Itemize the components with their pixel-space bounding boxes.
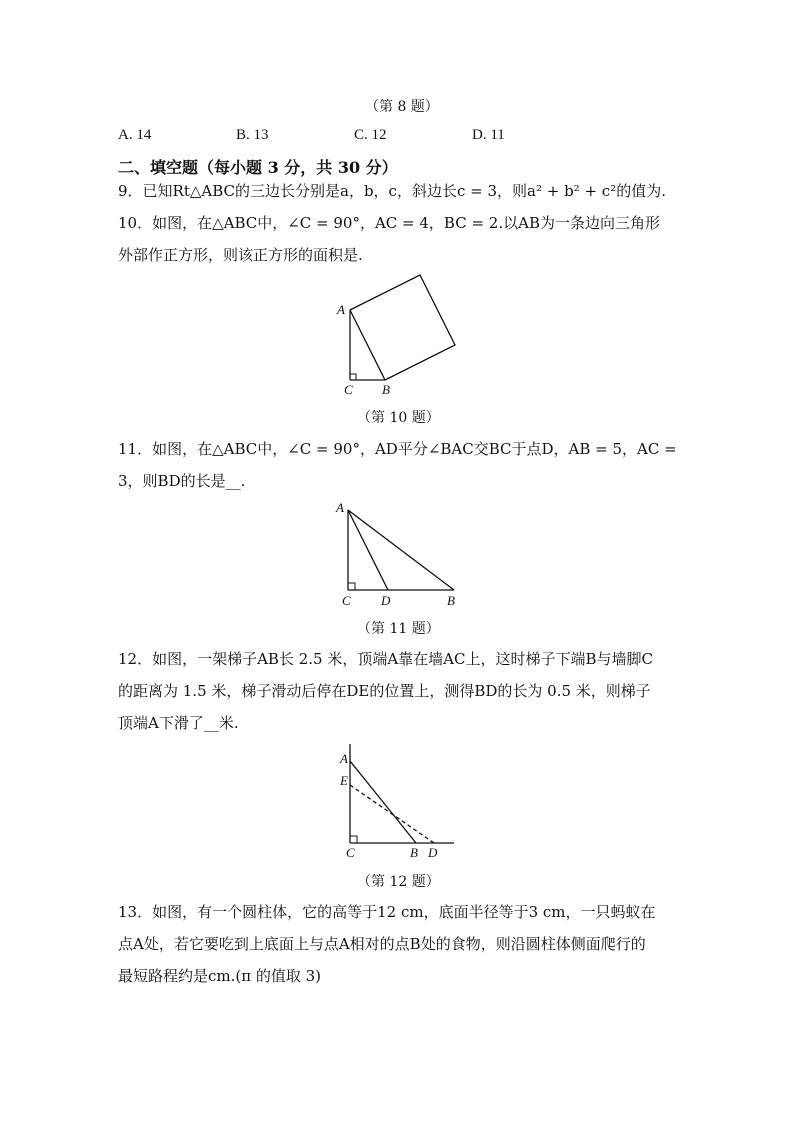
q10-label-a: A — [337, 302, 345, 317]
q12-line-1: 12．如图，一架梯子AB长 2.5 米，顶端A靠在墙AC上，这时梯子下端B与墙脚C — [118, 650, 653, 668]
q11-label-a: A — [336, 500, 344, 515]
q13-line-1: 13．如图，有一个圆柱体，它的高等于12 cm，底面半径等于3 cm，一只蚂蚁在 — [118, 903, 656, 921]
q11-line-1: 11．如图，在△ABC中，∠C = 90°，AD平分∠BAC交BC于点D，AB = 5，AC = — [118, 440, 677, 458]
q11-bisector-ad — [348, 510, 388, 590]
q10-line-2: 外部作正方形，则该正方形的面积是. — [118, 246, 363, 264]
q12-ladder-ab — [350, 761, 416, 843]
q11-right-angle-mark — [348, 583, 355, 590]
q12-line-2: 的距离为 1.5 米，梯子滑动后停在DE的位置上，测得BD的长为 0.5 米，则梯子 — [118, 682, 651, 700]
q9-text: 9．已知Rt△ABC的三边长分别是a，b，c，斜边长c = 3，则a² + b² + c²的值为. — [118, 182, 666, 200]
q8-option-a: A. 14 — [118, 127, 152, 143]
q10-label-b: B — [382, 382, 390, 397]
q11-label-c: C — [342, 593, 351, 608]
q12-label-a: A — [340, 751, 348, 766]
q10-caption: （第 10 题） — [357, 410, 440, 426]
q12-line-3: 顶端A下滑了__米. — [118, 714, 239, 732]
q12-right-angle-mark — [350, 836, 357, 843]
q10-side-ab — [350, 310, 385, 380]
section-heading: 二、填空题（每小题 3 分，共 30 分） — [118, 158, 398, 177]
q12-label-e: E — [340, 773, 348, 788]
q12-ladder-de — [350, 785, 434, 843]
q10-line-1: 10．如图，在△ABC中，∠C = 90°，AC = 4，BC = 2.以AB为一条边向三角形 — [118, 214, 660, 232]
q10-figure — [330, 290, 470, 400]
q11-label-b: B — [447, 593, 455, 608]
q12-caption: （第 12 题） — [357, 874, 440, 890]
q12-figure — [330, 740, 470, 862]
q13-line-2: 点A处，若它要吃到上底面上与点A相对的点B处的食物，则沿圆柱体侧面爬行的 — [118, 935, 646, 953]
q8-option-d: D. 11 — [472, 127, 505, 143]
q10-label-c: C — [344, 382, 353, 397]
q8-option-b: B. 13 — [236, 127, 269, 143]
q11-label-d: D — [381, 593, 391, 608]
q10-square — [350, 275, 455, 380]
q12-label-b: B — [410, 845, 418, 860]
q11-figure — [330, 496, 470, 611]
q11-line-2: 3，则BD的长是__. — [118, 472, 246, 490]
q13-line-3: 最短路程约是cm.(π 的值取 3) — [118, 967, 322, 985]
q11-side-ab — [348, 510, 454, 590]
q11-caption: （第 11 题） — [357, 621, 440, 637]
q10-right-angle-mark — [350, 374, 356, 380]
q12-label-c: C — [346, 845, 355, 860]
q12-label-d: D — [428, 845, 438, 860]
q8-caption: （第 8 题） — [365, 99, 439, 115]
q8-option-c: C. 12 — [354, 127, 387, 143]
